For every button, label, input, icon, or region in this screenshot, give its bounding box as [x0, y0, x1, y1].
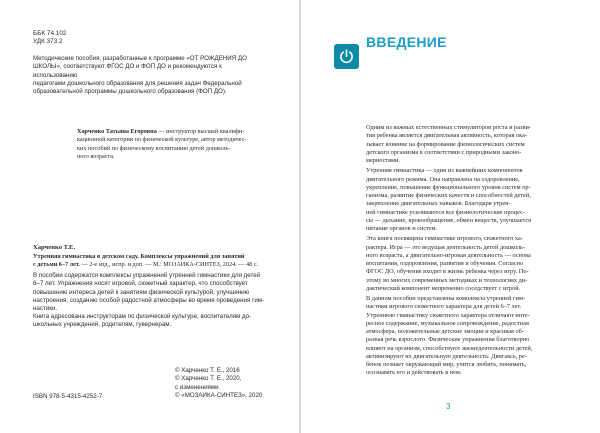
copyright-line: © Харченко Т. Е., 2016: [175, 367, 240, 374]
text-line: мерностями.: [366, 157, 400, 164]
audience-line: Книга адресована инструкторам по физической культуре, воспитателям до-: [33, 313, 252, 320]
book-title-line: [33, 261, 267, 269]
text-line: разная речь взрослого. Физические упражнения благотворно: [366, 336, 530, 344]
text-line: детского организма в соответствии с природными законо-: [366, 148, 522, 156]
text-line: бенок познает окружающий мир, учится любить, понимать,: [366, 361, 527, 368]
author-bio-line: кационной категории по физической культуре, автор методичес-: [77, 136, 247, 144]
copyright-line: © «МОЗАИКА-СИНТЕЗ», 2020: [175, 391, 263, 399]
book-title-line: Утренняя гимнастика в детском саду. Комплексы упражнений для занятий: [33, 253, 245, 260]
abstract-line: настики.: [33, 305, 58, 313]
audience-line: школьных учреждений, родителям, гувернерам.: [33, 321, 172, 329]
udk-code: УДК 373.2: [33, 38, 63, 46]
author-bio: [77, 128, 267, 161]
book-author: Харченко Т.Е.: [33, 244, 76, 251]
series-note-line: образовательной программы дошкольного образования (ФОП ДО).: [33, 88, 227, 96]
page-number: 3: [446, 402, 451, 411]
isbn: ISBN 978-5-4315-4252-7: [33, 393, 103, 400]
text-line: Одним из важных естественных стимуляторов роста и разви-: [366, 124, 531, 131]
text-line: атмосфера, положительные детские эмоции и красивая об-: [366, 328, 524, 335]
author-bio-name: Харченко Татьяна Егоровна: [77, 128, 157, 135]
audience-note: [33, 313, 267, 330]
text-line: укрепление, повышение функционального уровня систем ор-: [366, 183, 531, 191]
author-bio-text: — инструктор высшей квалифи-: [156, 128, 245, 135]
introduction-page: [301, 0, 600, 433]
text-line: питание органов и систем.: [366, 225, 438, 232]
imprint-page: [0, 0, 299, 433]
text-line: этому во многих современных методиках и технологиях ди-: [366, 276, 528, 284]
author-bio-line: [77, 128, 267, 136]
paragraph-1: [366, 124, 571, 165]
text-line: рактера. Игра — это ведущая деятельность детей дошколь-: [366, 243, 526, 251]
text-line: настики игрового сюжетного характера для детей 6–7 лет.: [366, 303, 522, 311]
text-line: влияют на организм, способствуют жизнедеятельности детей,: [366, 344, 533, 352]
power-icon-glyph: [338, 48, 355, 65]
text-line: воспитания, оздоровления, развития и обучения. Согласно: [366, 260, 524, 267]
text-line: В данном пособии представлены комплексы утренней гим-: [366, 295, 526, 302]
text-line: двигательного режима. Она направлена на оздоровление,: [366, 175, 520, 183]
introduction-text: [366, 124, 571, 380]
series-note: [33, 55, 265, 96]
abstract-line: настроения, созданию особой радостной атмосферы во время проведения гим-: [33, 296, 265, 304]
abstract-line: повышению интереса детей к занятиям физической культурой, улучшению: [33, 288, 250, 296]
text-line: Утренняя гимнастика — один из важнейших компонентов: [366, 167, 523, 175]
series-note-line: Методические пособия, разработанные к программе «ОТ РОЖДЕНИЯ ДО: [33, 55, 247, 62]
text-line: зывает влияние на формирование физиологических систем: [366, 140, 525, 148]
text-line: дактический компонент непременно соседствует с игрой.: [366, 284, 521, 292]
bbk-code: ББК 74.102: [33, 30, 67, 37]
paragraph-3: [366, 235, 571, 293]
abstract: [33, 272, 267, 313]
text-line: осознавать его и действовать в нем.: [366, 369, 462, 377]
text-line: ней гимнастике усиливаются все физиологические процес-: [366, 208, 526, 216]
author-bio-line: ного возраста.: [77, 152, 115, 160]
bbk-udk-codes: [33, 30, 66, 47]
copyright-block: [175, 367, 285, 400]
abstract-line: В пособии содержатся комплексы упражнений утренней гимнастики для детей: [33, 272, 261, 279]
text-line: Утреннюю гимнастику сюжетного характера отличают инте-: [366, 311, 530, 319]
power-icon: [334, 44, 359, 69]
copyright-line: © Харченко Т. Е., 2020,: [175, 375, 242, 383]
copyright-line: с изменениями: [175, 383, 219, 391]
paragraph-2: [366, 167, 571, 233]
book-publication-info: — 2-е изд., испр. и доп. — М.: МОЗАИКА-СИНТЕЗ, 2024. — 48 с.: [79, 261, 259, 269]
series-note-line: ШКОЛЫ», соответствуют ФГОС ДО и ФОП ДО и рекомендуются к использованию: [33, 63, 222, 79]
paragraph-4: [366, 295, 571, 378]
abstract-line: 6–7 лет. Упражнения носят игровой, сюжетный характер, что способствует: [33, 280, 248, 288]
text-line: ного возраста, а двигательно-игровая деятельность — основа: [366, 251, 531, 259]
series-note-line: педагогами дошкольного образования для решения задач Федеральной: [33, 79, 242, 87]
author-bio-line: ких пособий по физическому воспитанию детей дошколь-: [77, 144, 231, 152]
section-heading: ВВЕДЕНИЕ: [366, 34, 447, 50]
text-line: тия ребенка является двигательная активность, которая ока-: [366, 132, 527, 140]
text-line: активизируют их двигательную деятельность. Двигаясь, ре-: [366, 352, 527, 360]
text-line: сы — дыхание, кровообращение, обмен веществ, улучшается: [366, 216, 532, 224]
text-line: ганизма, развитие физических качеств и способностей детей,: [366, 192, 531, 199]
text-line: ФГОС ДО, обучение входит в жизнь ребенка через игру. По-: [366, 268, 529, 276]
text-line: ресное содержание, музыкальное сопровождение, радостная: [366, 319, 529, 327]
text-line: Эта книга посвящена гимнастике игрового, сюжетного ха-: [366, 235, 523, 243]
text-line: закрепление двигательных навыков. Благодаря утрен-: [366, 200, 511, 208]
book-description: [33, 253, 267, 270]
book-title-end: с детьми 6–7 лет.: [33, 261, 80, 269]
